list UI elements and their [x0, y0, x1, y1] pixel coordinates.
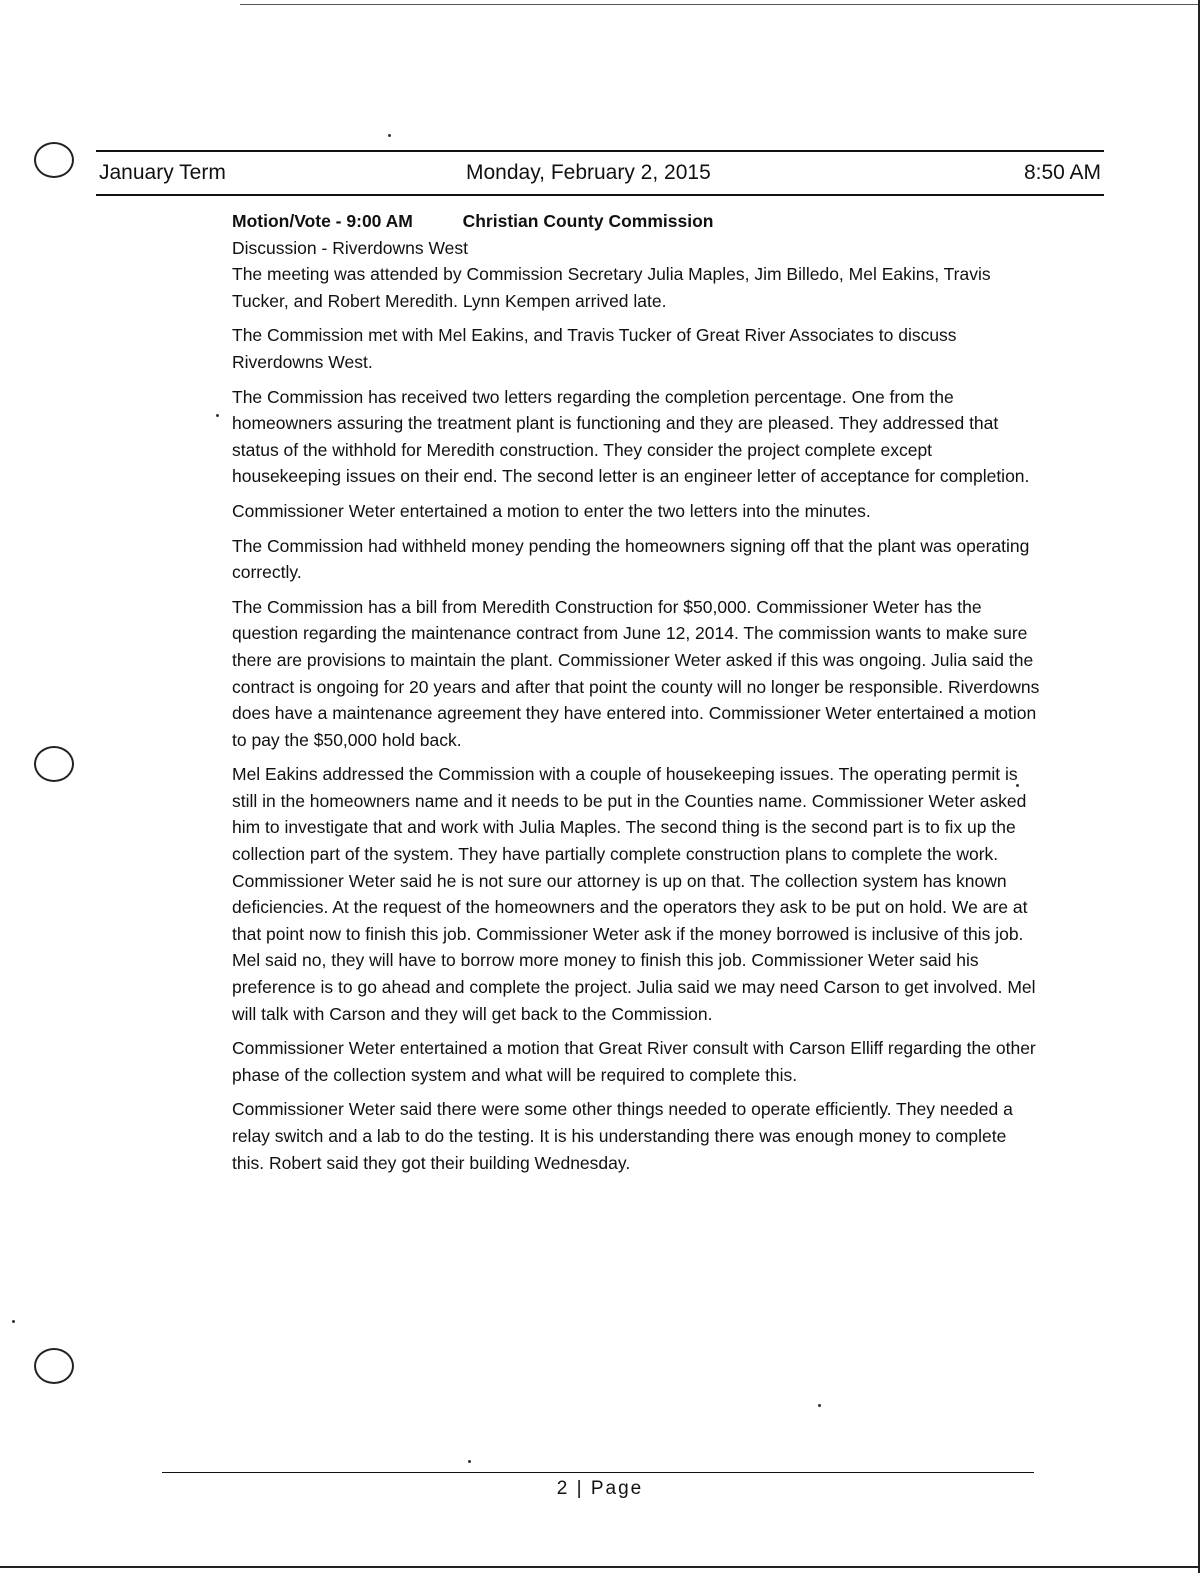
entry-heading	[232, 208, 1042, 235]
entry-type: Motion/Vote -	[232, 211, 342, 231]
discussion-label: Discussion -	[232, 237, 328, 258]
page-number: 2 | Page	[556, 1478, 644, 1499]
scan-speck	[12, 1320, 15, 1323]
scan-edge-line	[0, 1566, 1200, 1568]
punch-hole-top	[34, 142, 74, 178]
discussion-topic: Riverdowns West	[332, 237, 469, 258]
discussion-line	[232, 235, 1042, 262]
paragraph: Commissioner Weter said there were some other things needed to operate efficiently. They needed a relay switch and a lab to do the testing. It is his understanding there was enough money to complete this. Robert said they got their building Wednesday.	[232, 1099, 1013, 1173]
paragraph: The Commission has received two letters regarding the completion percentage. One from the homeowners assuring the treatment plant is functioning and they are pleased. They addressed that status of the withhold for Meredith construction. They consider the project complete except housekeeping issues on their end. The second letter is an engineer letter of acceptance for completion.	[232, 386, 1030, 487]
meeting-date: Monday, February 2, 2015	[466, 161, 711, 184]
meeting-time: 8:50 AM	[1023, 161, 1101, 184]
punch-hole-middle	[34, 746, 74, 782]
paragraph: Commissioner Weter entertained a motion to enter the two letters into the minutes.	[232, 500, 871, 521]
entry-body: Christian County Commission	[462, 211, 714, 231]
minutes-body	[232, 208, 1042, 1184]
paragraph: The Commission had withheld money pending the homeowners signing off that the plant was operating correctly.	[232, 535, 1030, 583]
paragraph: Mel Eakins addressed the Commission with a couple of housekeeping issues. The operating permit is still in the homeowners name and it needs to be put in the Counties name. Commissioner Weter asked him to investigate that and work with Julia Maples. The second thing is the second part is to fix up the collection part of the system. They have partially complete construction plans to complete the work. Commissioner Weter said he is not sure our attorney is up on that. The collection system has known deficiencies. At the request of the homeowners and the operators they ask to be put on hold. We are at that point now to finish this job. Commissioner Weter ask if the money borrowed is inclusive of this job. Mel said no, they will have to borrow more money to finish this job. Commissioner Weter said his preference is to go ahead and complete the project. Julia said we may need Carson to get involved. Mel will talk with Carson and they will get back to the Commission.	[232, 764, 1036, 1024]
paragraph: The Commission has a bill from Meredith Construction for $50,000. Commissioner Weter has the question regarding the maintenance contract from June 12, 2014. The commission wants to make sure there are provisions to maintain the plant. Commissioner Weter asked if this was ongoing. Julia said the contract is ongoing for 20 years and after that point the county will no longer be responsible. Riverdowns does have a maintenance agreement they have entered into. Commissioner Weter entertained a motion to pay the $50,000 hold back.	[232, 596, 1040, 750]
term-label: January Term	[99, 161, 226, 184]
scan-speck	[216, 414, 219, 417]
footer-rule	[162, 1472, 1034, 1473]
header-rule	[96, 150, 1104, 152]
paragraph: Commissioner Weter entertained a motion that Great River consult with Carson Elliff regarding the other phase of the collection system and what will be required to complete this.	[232, 1038, 1036, 1085]
scan-speck	[818, 1404, 821, 1407]
entry-time: 9:00 AM	[346, 211, 413, 231]
scan-speck	[468, 1460, 471, 1463]
scan-edge-line	[240, 4, 1200, 5]
header-rule	[96, 194, 1104, 196]
paragraph: The meeting was attended by Commission Secretary Julia Maples, Jim Billedo, Mel Eakins, Travis Tucker, and Robert Meredith. Lynn Kempen arrived late.	[232, 264, 991, 311]
scan-speck	[388, 134, 391, 137]
paragraph: The Commission met with Mel Eakins, and Travis Tucker of Great River Associates to discuss Riverdowns West.	[232, 325, 957, 372]
punch-hole-bottom	[34, 1348, 74, 1384]
